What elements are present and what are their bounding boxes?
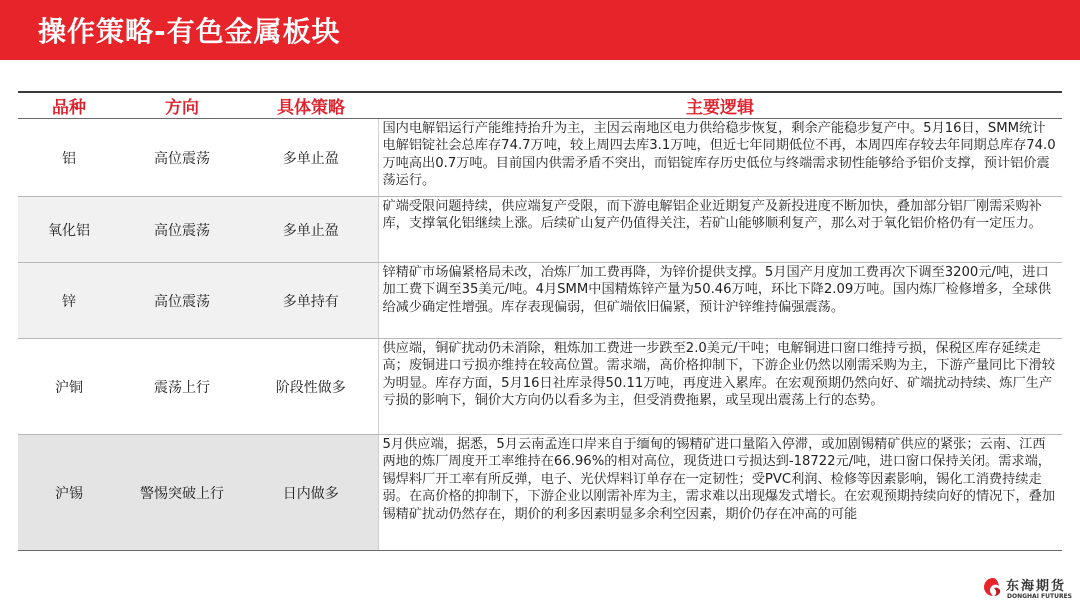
logic-cell: 矿端受限问题持续，供应端复产受限，而下游电解铝企业近期复产及新投进度不断加快，叠加部分铝厂刚需采购补库，支撑氧化铝继续上涨。后续矿山复产仍值得关注，若矿山能够顺利复产，那么对于氧化铝价格仍有一定压力。 (378, 197, 1062, 263)
direction-cell: 警惕突破上行 (120, 435, 244, 551)
table-row (18, 339, 1062, 435)
strategy-cell: 多单持有 (244, 263, 378, 339)
title-bar (0, 0, 1080, 60)
table-row (18, 119, 1062, 197)
table-header-row (18, 93, 1062, 119)
direction-cell: 高位震荡 (120, 197, 244, 263)
logic-cell: 锌精矿市场偏紧格局未改，冶炼厂加工费再降，为锌价提供支撑。5月国产月度加工费再次下调至3200元/吨，进口加工费下调至35美元/吨。4月SMM中国精炼锌产量为50.46万吨，环比下降2.09万吨。国内炼厂检修增多，全球供给减少确定性增强。库存表现偏弱，但矿端依旧偏紧，预计沪锌维持偏强震荡。 (378, 263, 1062, 339)
table-row (18, 263, 1062, 339)
logic-cell: 5月供应端，据悉，5月云南孟连口岸来自于缅甸的锡精矿进口量陷入停滞，或加剧锡精矿供应的紧张；云南、江西两地的炼厂周度开工率维持在66.96%的相对高位，现货进口亏损达到-18722元/吨，进口窗口保持关闭。需求端，锡焊料厂开工率有所反弹，电子、光伏焊料订单存在一定韧性；受PVC利润、检修等因素影响，锡化工消费持续走弱。在高价格的抑制下，下游企业以刚需补库为主，需求难以出现爆发式增长。在宏观预期持续向好的情况下，叠加锡精矿扰动仍然存在，期价的利多因素明显多余利空因素，期价仍存在冲高的可能 (378, 435, 1062, 551)
direction-cell: 震荡上行 (120, 339, 244, 435)
table-row (18, 435, 1062, 551)
strategy-cell: 多单止盈 (244, 119, 378, 197)
column-header-direction: 方向 (120, 93, 244, 119)
direction-cell: 高位震荡 (120, 263, 244, 339)
column-header-strategy: 具体策略 (244, 93, 378, 119)
donghai-logo-icon (982, 576, 1004, 598)
strategy-table (18, 93, 1062, 551)
table-row (18, 197, 1062, 263)
variety-cell: 氧化铝 (18, 197, 120, 263)
logic-cell: 供应端，铜矿扰动仍未消除，粗炼加工费进一步跌至2.0美元/干吨；电解铜进口窗口维持亏损，保税区库存延续走高；废铜进口亏损亦维持在较高位置。需求端，高价格抑制下，下游企业仍然以刚需采购为主，下游产量同比下滑较为明显。库存方面，5月16日社库录得50.11万吨，再度进入累库。在宏观预期仍然向好、矿端扰动持续、炼厂生产亏损的影响下，铜价大方向仍以看多为主，但受消费拖累，或呈现出震荡上行的态势。 (378, 339, 1062, 435)
strategy-cell: 日内做多 (244, 435, 378, 551)
column-header-variety: 品种 (18, 93, 120, 119)
direction-cell: 高位震荡 (120, 119, 244, 197)
logo-english-name: DONGHAI FUTURES (1007, 593, 1072, 600)
variety-cell: 铝 (18, 119, 120, 197)
variety-cell: 沪铜 (18, 339, 120, 435)
logic-cell: 国内电解铝运行产能维持抬升为主，主因云南地区电力供给稳步恢复，剩余产能稳步复产中。5月16日，SMM统计电解铝锭社会总库存74.7万吨，较上周四去库3.1万吨，但近七年同期低位不再，本周四库存较去年同期总库存74.0万吨高出0.7万吨。目前国内供需矛盾不突出，而铝锭库存历史低位与终端需求韧性能够给予铝价支撑，预计铝价震荡运行。 (378, 119, 1062, 197)
page-title: 操作策略-有色金属板块 (38, 15, 341, 48)
logo-chinese-name: 东海期货 (1006, 579, 1067, 594)
strategy-cell: 阶段性做多 (244, 339, 378, 435)
variety-cell: 沪锡 (18, 435, 120, 551)
variety-cell: 锌 (18, 263, 120, 339)
company-logo (982, 574, 1072, 604)
strategy-cell: 多单止盈 (244, 197, 378, 263)
column-header-logic: 主要逻辑 (378, 93, 1062, 119)
